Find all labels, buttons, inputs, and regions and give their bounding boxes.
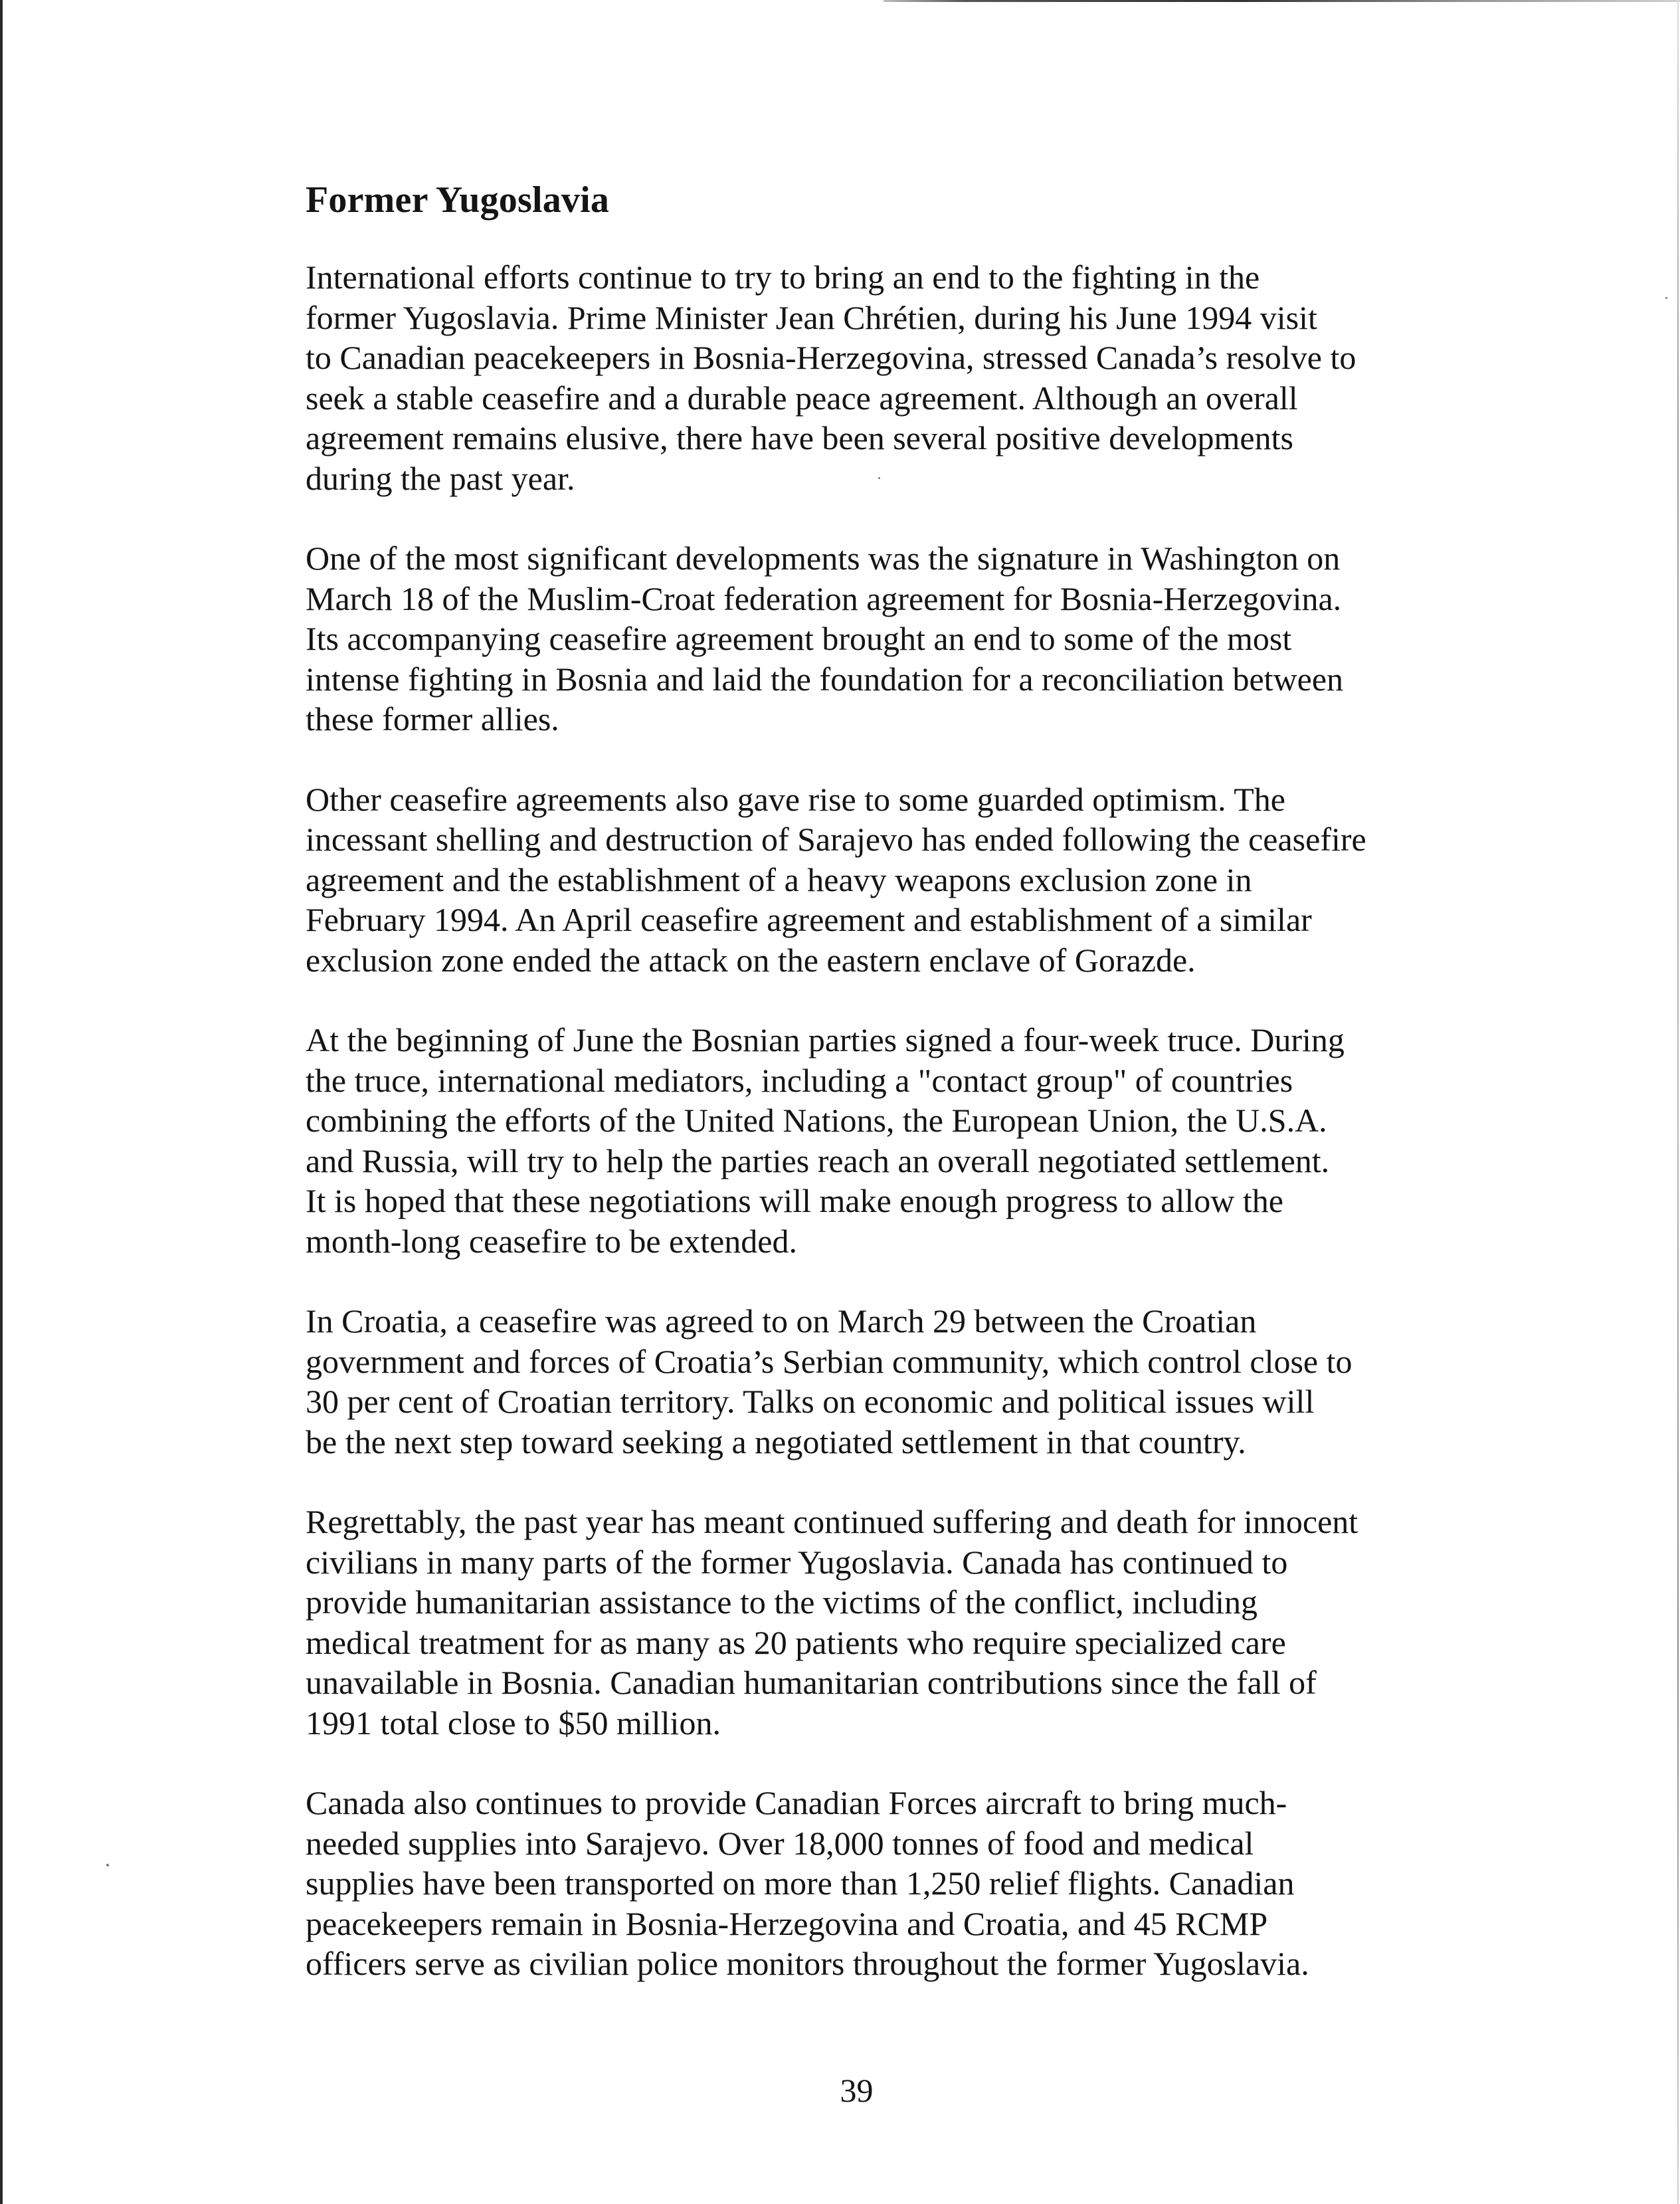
paragraph: At the beginning of June the Bosnian parties signed a four-week truce. During the truce, international mediators, including a "contact group" of countries combining the efforts of the United Nations, the European Union, the U.S.A. and Russia, will try to help the parties reach an overall negotiated settlement. It is hoped that these negotiations will make enough progress to allow the month-long ceasefire to be extended.	[306, 1021, 1345, 1260]
page-number: 39	[840, 2072, 874, 2109]
paragraph: Other ceasefire agreements also gave rise to some guarded optimism. The incessant shelling and destruction of Sarajevo has ended following the ceasefire agreement and the establishment of a heavy weapons exclusion zone in February 1994. An April ceasefire agreement and establishment of a similar exclusion zone ended the attack on the eastern enclave of Gorazde.	[306, 780, 1366, 979]
scan-edge-left	[0, 0, 3, 2204]
section-heading: Former Yugoslavia	[306, 179, 610, 221]
scan-speck	[106, 1864, 109, 1866]
scan-speck	[1665, 297, 1667, 299]
paragraph: Regrettably, the past year has meant continued suffering and death for innocent civilians in many parts of the former Yugoslavia. Canada has continued to provide humanitarian assistance to the victims of the conflict, including medical treatment for as many as 20 patients who require specialized care unavailable in Bosnia. Canadian humanitarian contributions since the fall of 1991 total close to $50 million.	[306, 1503, 1358, 1742]
paragraph: Canada also continues to provide Canadian Forces aircraft to bring much- needed supplies into Sarajevo. Over 18,000 tonnes of food and medical supplies have been transported on more than 1,250 relief flights. Canadian peacekeepers remain in Bosnia-Herzegovina and Croatia, and 45 RCMP officers serve as civilian police monitors throughout the former Yugoslavia.	[306, 1784, 1309, 1982]
paragraph: In Croatia, a ceasefire was agreed to on March 29 between the Croatian government and forces of Croatia’s Serbian community, which control close to 30 per cent of Croatian territory. Talks on economic and political issues will be the next step toward seeking a negotiated settlement in that country.	[306, 1302, 1353, 1460]
paragraph: International efforts continue to try to bring an end to the fighting in the former Yugoslavia. Prime Minister Jean Chrétien, during his June 1994 visit to Canadian peacekeepers in Bosnia-Herzegovina, stressed Canada’s resolve to seek a stable ceasefire and a durable peace agreement. Although an overall agreement remains elusive, there have been several positive developments during the past year.	[306, 258, 1356, 497]
scan-edge-right	[1677, 0, 1679, 2204]
document-body	[306, 177, 1448, 2024]
scan-edge-top	[884, 0, 1680, 2]
paragraph: One of the most significant developments was the signature in Washington on March 18 of the Muslim-Croat federation agreement for Bosnia-Herzegovina. Its accompanying ceasefire agreement brought an end to some of the most intense fighting in Bosnia and laid the foundation for a reconciliation between these former allies.	[306, 540, 1344, 738]
